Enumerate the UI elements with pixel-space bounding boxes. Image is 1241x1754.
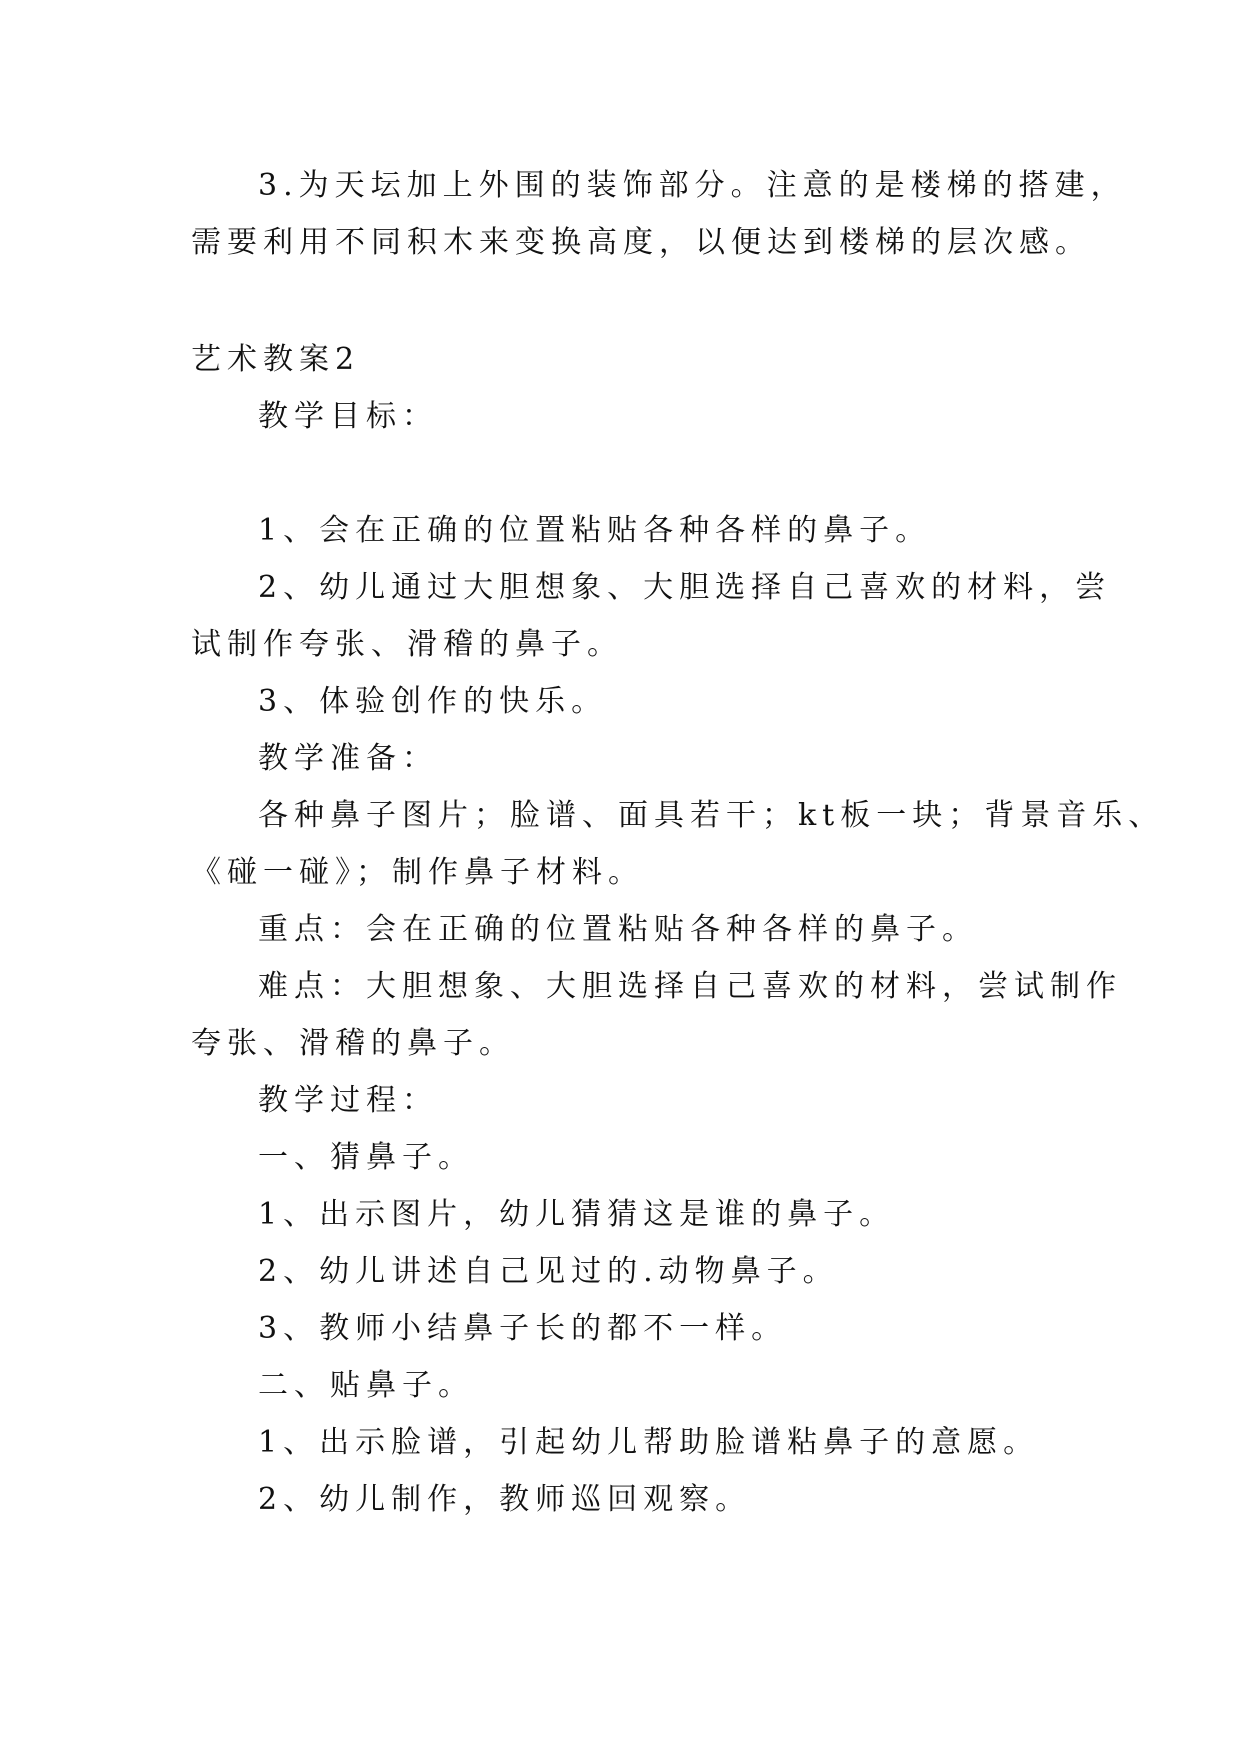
heading-process: 教学过程： <box>258 1083 438 1118</box>
process-1-step-3: 3、教师小结鼻子长的都不一样。 <box>258 1311 788 1346</box>
paragraph-step-3-line-2: 需要利用不同积木来变换高度，以便达到楼梯的层次感。 <box>191 225 1091 260</box>
process-2-step-2: 2、幼儿制作，教师巡回观察。 <box>258 1482 752 1517</box>
key-point: 重点：会在正确的位置粘贴各种各样的鼻子。 <box>258 912 978 947</box>
heading-preparation: 教学准备： <box>258 741 438 776</box>
objective-1: 1、会在正确的位置粘贴各种各样的鼻子。 <box>258 513 932 548</box>
process-1-step-2: 2、幼儿讲述自己见过的.动物鼻子。 <box>258 1254 839 1289</box>
preparation-line-2: 《碰一碰》；制作鼻子材料。 <box>191 855 644 890</box>
heading-objectives: 教学目标： <box>258 399 438 434</box>
objective-2-line-2: 试制作夸张、滑稽的鼻子。 <box>191 627 623 662</box>
process-1-step-1: 1、出示图片，幼儿猜猜这是谁的鼻子。 <box>258 1197 896 1232</box>
preparation-line-1: 各种鼻子图片；脸谱、面具若干；kt板一块；背景音乐、 <box>258 798 1165 833</box>
process-section-1: 一、猜鼻子。 <box>258 1140 474 1175</box>
process-2-step-1: 1、出示脸谱，引起幼儿帮助脸谱粘鼻子的意愿。 <box>258 1425 1040 1460</box>
process-section-2: 二、贴鼻子。 <box>258 1368 474 1403</box>
objective-2-line-1: 2、幼儿通过大胆想象、大胆选择自己喜欢的材料，尝 <box>258 570 1112 605</box>
difficulty-line-2: 夸张、滑稽的鼻子。 <box>191 1026 515 1061</box>
objective-3: 3、体验创作的快乐。 <box>258 684 608 719</box>
difficulty-line-1: 难点：大胆想象、大胆选择自己喜欢的材料，尝试制作 <box>258 969 1122 1004</box>
section-title: 艺术教案2 <box>191 342 361 377</box>
paragraph-step-3-line-1: 3.为天坛加上外围的装饰部分。注意的是楼梯的搭建， <box>258 168 1127 203</box>
